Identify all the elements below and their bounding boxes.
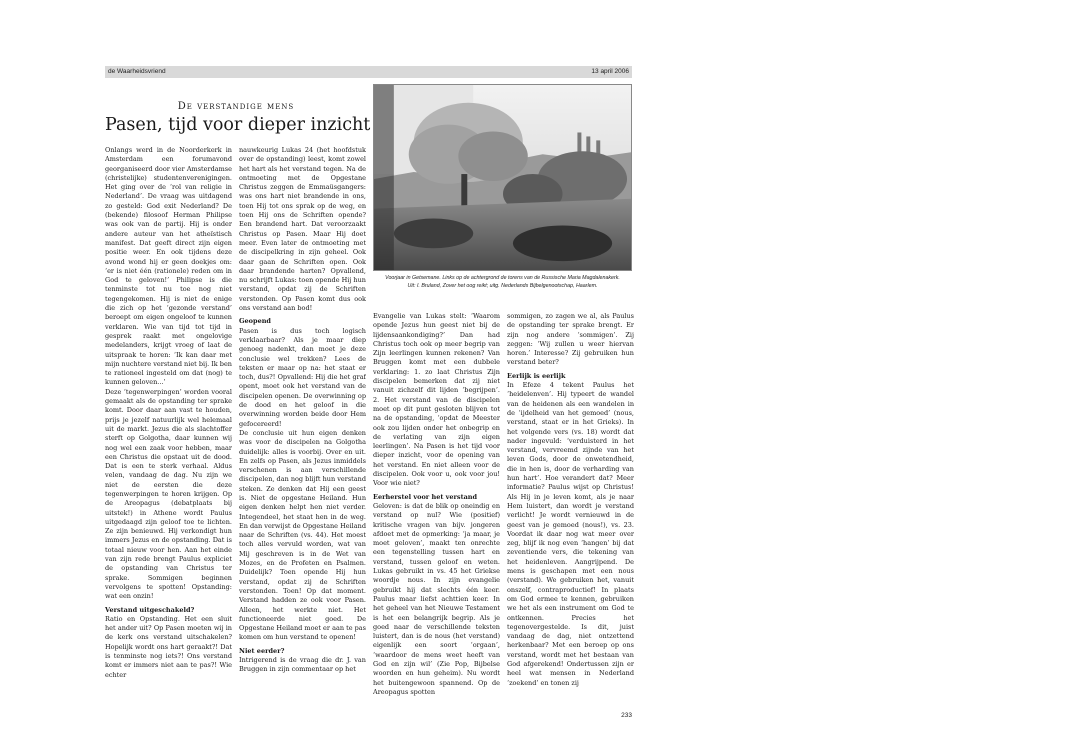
section-kicker: De verstandige mens: [177, 101, 295, 112]
paragraph: sommigen, zo zagen we al, als Paulus de opstanding ter sprake brengt. Er zijn nog andere ‘sommigen’. Zij zeggen: ‘Wij zullen u weer hiervan horen.’ Interesse? Zij gebruiken hun verstand beter?: [507, 312, 634, 367]
subheading: Niet eerder?: [239, 646, 285, 655]
paragraph: Geloven: is dat de blik op oneindig en verstand op nul? Wie (positief) kritische vragen van bijv. jongeren afdoet met de opmerking: ‘ja maar, je moet geloven’, maakt ten onrechte een tegenstelling tussen hart en verstand, tussen geloof en weten. Lukas gebruikt in vs. 45 het Griekse woordje nous. In zijn evangelie gebruikt hij dat slechts één keer. Paulus maar liefst achttien keer. In het geheel van het Nieuwe Testament is het een belangrijk begrip. Als je goed naar de verschillende teksten luistert, dan is de nous (het verstand) eigenlijk een soort ‘orgaan’, ‘waardoor de mens weet heeft van God en zijn wil’ (Zie Pop, Bijbelse woorden en hun geheim). Nu wordt het buitengewoon spannend. Op de Areopagus spotten: [373, 501, 500, 696]
paragraph: De conclusie uit hun eigen denken was voor de discipelen na Golgotha duidelijk: alles is voorbij. Over en uit. En zelfs op Pasen, als Jezus inmiddels verschenen is aan verschillende discipelen, dan nog blijft hun verstand steken. Ze denken dat Hij een geest is. Niet de opgestane Heiland. Hun eigen denken helpt hen niet verder. Integendeel, het staat hen in de weg. En dan verwijst de Opgestane Heiland naar de Schriften (vs. 44). Het moest toch alles vervuld worden, wat van Mij geschreven is in de Wet van Mozes, en de Profeten en Psalmen. Duidelijk? Toen opende Hij hun verstand, opdat zij de Schriften verstonden. Toen! Op dat moment. Verstand hadden ze ook voor Pasen. Alleen, het werkte niet. Het functioneerde niet goed. De Opgestane Heiland moet er aan te pas komen om hun verstand te openen!: [239, 428, 366, 642]
article-headline: Pasen, tijd voor dieper inzicht: [105, 115, 371, 135]
text-column-4: [507, 312, 634, 712]
paragraph: Deze ‘tegenwerpingen’ worden vooral gemaakt als de opstanding ter sprake komt. Door daar aan vast te houden, prijs je jezelf natuurlijk wel helemaal uit de markt. Jezus die als slachtoffer sterft op Golgotha, daar kunnen wij nog wel een zaak voor hebben, maar een Christus die opstaat uit de dood. Dat is een te sterk verhaal. Aldus velen, vandaag de dag. Nu zijn we niet de eersten die deze tegenwerpingen te horen krijgen. Op de Areopagus (debatplaats bij uitstek!) in Athene wordt Paulus uitgedaagd zijn geloof toe te lichten. Ze zijn benieuwd. Hij verkondigt hun immers Jezus en de opstanding. Dat is totaal nieuw voor hen. Aan het einde van zijn rede brengt Paulus expliciet de opstanding van Christus ter sprake. Sommigen beginnen vervolgens te spotten! Opstanding: wat een onzin!: [105, 387, 232, 601]
text-column-2: [239, 146, 366, 712]
paragraph: In Efeze 4 tekent Paulus het ‘heidelenven’. Hij typeert de wandel van de heidenen als een wandelen in de ‘ijdelheid van het gemoed’ (nous, verstand, staat er in het Grieks). In het volgende vers (vs. 18) wordt dat nader ingevuld: ‘verduisterd in het verstand, vervreemd zijnde van het leven Gods, door de onwetendheid, die in hen is, door de verharding van hun hart’. Hoe verandert dat? Meer informatie? Paulus wijst op Christus! Als Hij in je leven komt, als je naar Hem luistert, dan wordt je verstand verlicht! Je wordt vernieuwd in de geest van je gemoed (nous!), vs. 23. Voordat ik daar nog wat meer over zeg, blijf ik nog even ‘hangen’ bij dat zeventiende vers, die tekening van het heidenleven. Aangrijpend. De mens is geschapen met een nous (verstand). We gebruiken het, vanuit onszelf, contraproductief! In plaats om God ermee te kennen, gebruiken we het als een instrument om God te ontkennen. Precies het tegenovergestelde. Is dit, juist vandaag de dag, niet ontzettend herkenbaar? Met een beroep op ons verstand, wordt met het bestaan van God afgerekend! Ondertussen zijn er heel wat mensen in Nederland ‘zoekend’ en tonen zij: [507, 381, 634, 687]
paragraph: nauwkeurig Lukas 24 (het hoofdstuk over de opstanding) leest, komt zowel het hart als het verstand tegen. Na de ontmoeting met de Opgestane Christus zeggen de Emmaüsgangers: was ons hart niet brandende in ons, toen Hij tot ons sprak op de weg, en toen Hij ons de Schriften opende? Een brandend hart. Dat veroorzaakt Christus op Pasen. Maar Hij doet meer. Even later de ontmoeting met de discipelkring in zijn geheel. Ook daar gaan de Schriften open. Ook daar brandende harten? Opvallend, nu schrijft Lukas: toen opende Hij hun verstand, opdat zij de Schriften verstonden. Op Pasen komt dus ook ons verstand aan bod!: [239, 146, 366, 313]
text-column-1: [105, 146, 232, 712]
running-header: [105, 66, 632, 78]
subheading: Verstand uitgeschakeld?: [105, 605, 195, 614]
paragraph: Evangelie van Lukas stelt: ‘Waarom opende Jezus hun geest niet bij de lijdensaankondiging?’ Dan had Christus toch ook op meer begrip van Zijn leerlingen kunnen rekenen? Van Bruggen komt met een dubbele verklaring: 1. zo laat Christus Zijn discipelen bemerken dat zij niet vanuit zichzelf dit lijden ‘begrijpen’. 2. Het verstand van de discipelen moet op dit punt gesloten blijven tot na de opstanding, ‘opdat de Meester ook zou lijden onder het onbegrip en de verlating van zijn eigen leerlingen’. Na Pasen is het tijd voor dieper inzicht, voor de opening van het verstand. En niet alleen voor de discipelen. Ook voor u, ook voor jou! Voor wie niet?: [373, 312, 500, 488]
subheading: Eerlijk is eerlijk: [507, 371, 566, 380]
page-number: 233: [621, 712, 632, 719]
text-column-3: [373, 312, 500, 712]
caption-line: Voorjaar in Getsemane. Links op de achtergrond de torens van de Russische Maria Magdalenakerk.: [385, 275, 620, 281]
paragraph: Pasen is dus toch logisch verklaarbaar? Als je maar diep genoeg nadenkt, dan moet je deze conclusie wel trekken? Lees de teksten er maar op na: het staat er toch, dus?! Opvallend: Hij die het graf opent, moet ook het verstand van de discipelen openen. De overwinning op de dood en het geloof in die overwinning worden beide door Hem gefocereerd!: [239, 326, 366, 428]
publication-name: de Waarheidsvriend: [108, 68, 166, 75]
paragraph: Ratio en Opstanding. Het een sluit het ander uit? Op Pasen moeten wij in de kerk ons verstand uitschakelen? Hopelijk wordt ons hart geraakt?! Dat is tenminste nog iets?! Ons verstand komt er immers niet aan te pas?! Wie echter: [105, 614, 232, 679]
paragraph: Intrigerend is de vraag die dr. J. van Bruggen in zijn commentaar op het: [239, 656, 366, 674]
photo-caption: [373, 274, 632, 290]
subheading: Geopend: [239, 317, 271, 326]
paragraph: Onlangs werd in de Noorderkerk in Amsterdam een forumavond georganiseerd door vier Amsterdamse (christelijke) studentenverenigingen. Het ging over de ‘rol van religie in Nederland’. De vraag was uitdagend zo gesteld: God exit Nederland? De (bekende) filosoof Herman Philipse was ook van de partij. Hij is onder andere auteur van het atheïstisch manifest. Dat geeft direct zijn eigen positie weer. En ook tijdens deze avond wond hij er geen doekjes om: ‘er is niet één (rationele) reden om in God te geloven!’ Philipse is die tenminste tot nu toe nog niet tegengekomen. Hij is niet de enige die zich op het ‘gezonde verstand’ beroept om eigen ongeloof te kunnen verklaren. Wie van tijd tot tijd in gesprek raakt met ongelovige medelanders, krijgt vroeg of laat de uitspraak te horen: ‘Ik kan daar met mijn nuchtere verstand niet bij. Ik ben te rationeel ingesteld om dat (nog) te kunnen geloven...’: [105, 146, 232, 387]
issue-date: 13 april 2006: [591, 68, 629, 75]
caption-credit: Uit: I. Bruland, Zover het oog reikt; uitg. Nederlands Bijbelgenootschap, Haarlem.: [407, 283, 598, 289]
subheading: Eerherstel voor het verstand: [373, 492, 478, 501]
gethsemane-photo: [373, 84, 632, 271]
